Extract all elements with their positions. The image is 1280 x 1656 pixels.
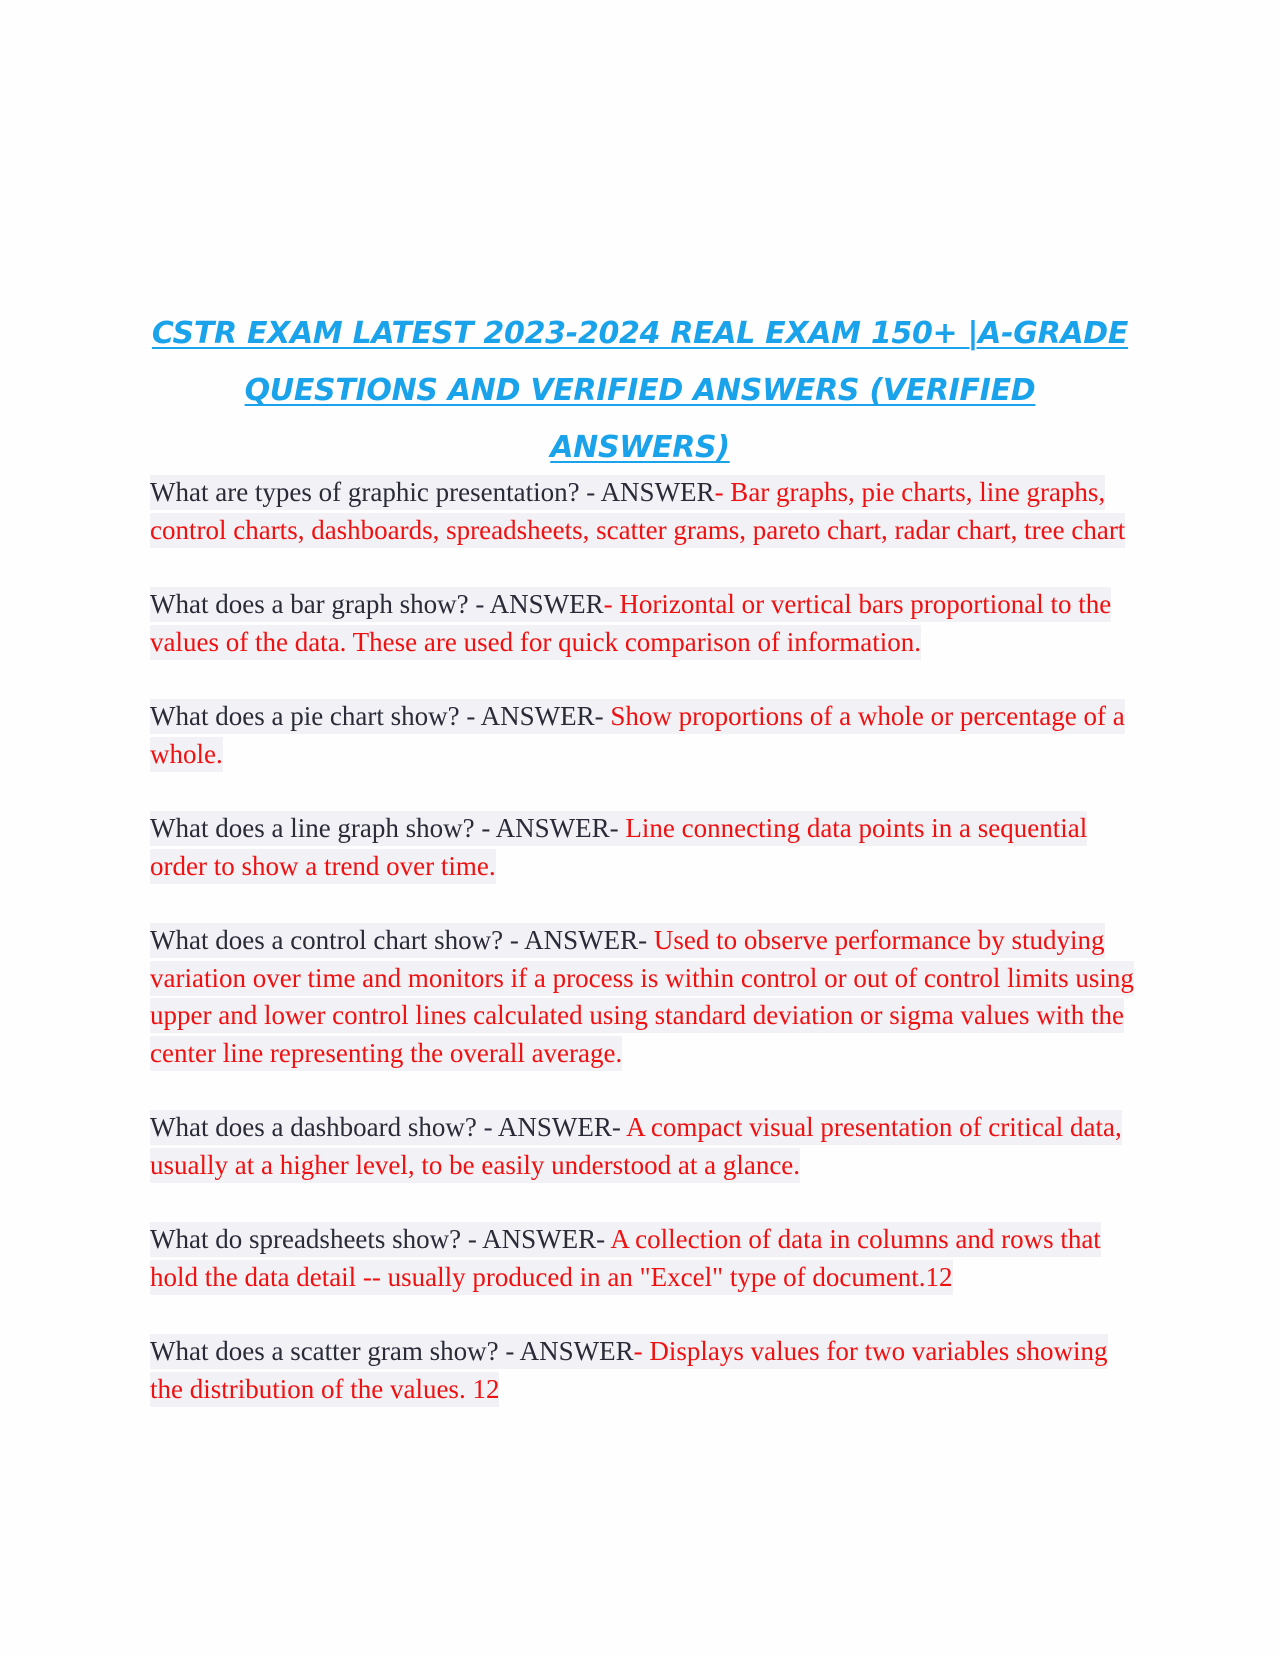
qa-item	[150, 1109, 1140, 1184]
title-line-1: CSTR EXAM LATEST 2023-2024 REAL EXAM 150+ |A-GRADE	[151, 316, 1129, 351]
answer-text: Show proportions of a whole or percentage of a whole.	[150, 701, 1125, 769]
qa-item	[150, 1221, 1140, 1296]
answer-text: Used to observe performance by studying variation over time and monitors if a process is within control or out of control limits using upper and lower control lines calculated using standard deviation or sigma values with the center line representing the overall average.	[150, 925, 1134, 1068]
title-line-2: QUESTIONS AND VERIFIED ANSWERS (VERIFIED ANSWERS)	[244, 373, 1036, 465]
qa-item	[150, 586, 1140, 661]
answer-text: A compact visual presentation of critical data, usually at a higher level, to be easily understood at a glance.	[150, 1112, 1122, 1180]
question-text: What does a control chart show? - ANSWER-	[150, 925, 654, 955]
question-text: What does a scatter gram show? - ANSWER	[150, 1336, 634, 1366]
question-text: What does a bar graph show? - ANSWER	[150, 589, 604, 619]
qa-item	[150, 474, 1140, 549]
question-text: What do spreadsheets show? - ANSWER-	[150, 1224, 611, 1254]
qa-item	[150, 810, 1140, 885]
answer-text: A collection of data in columns and rows that hold the data detail -- usually produced in an "Excel" type of document.12	[150, 1224, 1101, 1292]
document-title	[150, 305, 1130, 476]
answer-text: Line connecting data points in a sequential order to show a trend over time.	[150, 813, 1088, 881]
answer-text: - Displays values for two variables showing the distribution of the values. 12	[150, 1336, 1108, 1404]
answer-text: - Bar graphs, pie charts, line graphs, control charts, dashboards, spreadsheets, scatter grams, pareto chart, radar chart, tree chart	[150, 477, 1126, 545]
question-text: What are types of graphic presentation? - ANSWER	[150, 477, 715, 507]
question-text: What does a dashboard show? - ANSWER-	[150, 1112, 627, 1142]
qa-item	[150, 1333, 1140, 1408]
answer-text: - Horizontal or vertical bars proportional to the values of the data. These are used for quick comparison of information.	[150, 589, 1112, 657]
question-text: What does a line graph show? - ANSWER-	[150, 813, 626, 843]
qa-list	[150, 474, 1140, 1445]
qa-item	[150, 698, 1140, 773]
qa-item	[150, 922, 1140, 1072]
question-text: What does a pie chart show? - ANSWER-	[150, 701, 611, 731]
